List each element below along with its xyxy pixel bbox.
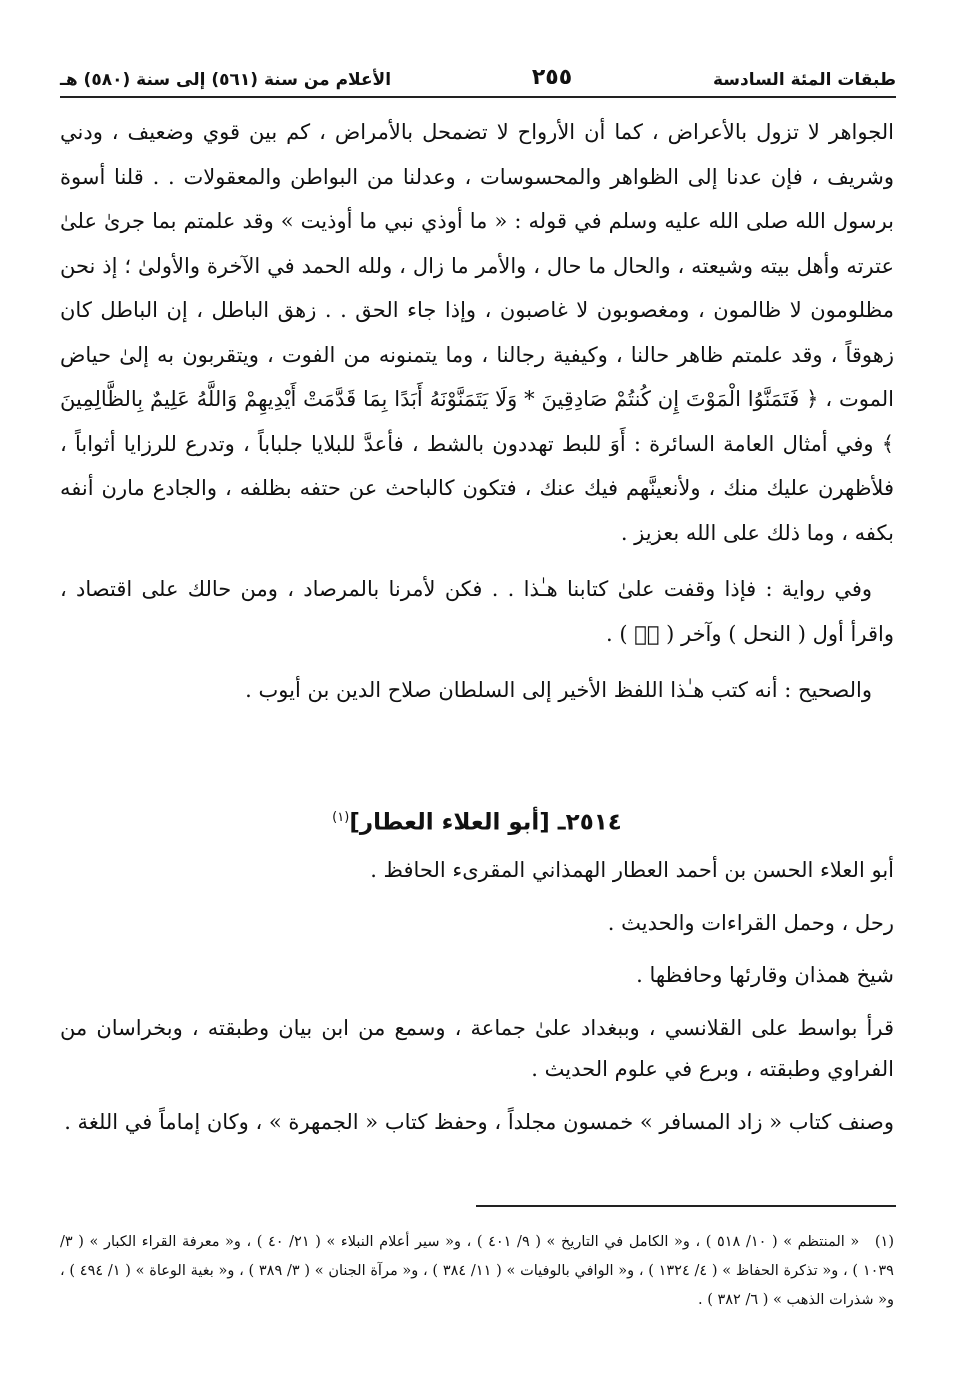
entry-heading <box>60 798 894 843</box>
footnote-rule <box>476 1205 896 1207</box>
footnote-text: « المنتظم » ( ١٠/ ٥١٨ ) ، و« الكامل في التاريخ » ( ٩/ ٤٠١ ) ، و« سير أعلام النبلاء » ( ٢١/ ٤٠ ) ، و« معرفة القراء الكبار » ( ٣/ ١٠٣٩ ) ، و« تذكرة الحفاظ » ( ٤/ ١٣٢٤ ) ، و« الوافي بالوفيات » ( ١١/ ٣٨٤ ) ، و« مرآة الجنان » ( ٣/ ٣٨٩ ) ، و« بغية الوعاة » ( ١/ ٤٩٤ ) ، و« شذرات الذهب » ( ٦/ ٣٨٢ ) . <box>60 1234 894 1308</box>
entry-paragraph-4: قرأ بواسط على القلانسي ، وببغداد علىٰ جماعة ، وسمع من ابن بيان وطبقته ، وبخراسان من الفراوي وطبقته ، وبرع في علوم الحديث . <box>60 1015 894 1081</box>
entry-paragraph-3: شيخ همذان وقارئها وحافظها . <box>636 963 894 987</box>
main-text <box>60 110 894 713</box>
header-period-title: الأعلام من سنة (٥٦١) إلى سنة (٥٨٠) هـ <box>60 70 392 90</box>
footnotes <box>60 1228 894 1315</box>
footnote-reference: (١) <box>332 810 350 825</box>
entry-title: ٢٥١٤ـ [أبو العلاء العطار] <box>349 809 622 836</box>
entry-body <box>60 850 894 1154</box>
body-paragraph-3: والصحيح : أنه كتب هـٰذا اللفظ الأخير إلى السلطان صلاح الدين بن أيوب . <box>245 678 872 702</box>
header-section-title: طبقات المئة السادسة <box>713 70 896 90</box>
footnote-number: (١) <box>874 1234 894 1250</box>
entry-paragraph-5: وصنف كتاب « زاد المسافر » خمسون مجلداً ، وحفظ كتاب « الجمهرة » ، وكان إماماً في اللغة . <box>64 1109 894 1134</box>
header-rule <box>60 96 896 98</box>
body-paragraph-2: وفي رواية : فإذا وقفت علىٰ كتابنا هـٰذا . . فكن لأمرنا بالمرصاد ، ومن حالك على اقتصاد ، واقرأ أول ( النحل ) وآخر ( صۤ ) . <box>60 577 894 646</box>
page-header <box>60 56 896 90</box>
body-paragraph-1: الجواهر لا تزول بالأعراض ، كما أن الأرواح لا تضمحل بالأمراض ، كم بين قوي وضعيف ، ودني وشريف ، فإن عدنا إلى الظواهر والمحسوسات ، وعدلنا من البواطن والمعقولات . . قلنا أسوة برسول الله صلى الله عليه وسلم في قوله : « ما أوذي نبي ما أوذيت » وقد علمتم بما جرىٰ علىٰ عترته وأهل بيته وشيعته ، والحال ما حال ، والأمر ما زال ، ولله الحمد في الآخرة والأولىٰ ؛ إذ نحن مظلومون لا ظالمون ، ومغصوبون لا غاصبون ، وإذا جاء الحق . . زهق الباطل ، إن الباطل كان زهوقاً ، وقد علمتم ظاهر حالنا ، وكيفية رجالنا ، وما يتمنونه من الفوت ، ويتقربون به إلىٰ حياض الموت ، ﴿ فَتَمَنَّوُا الْمَوْتَ إِن كُنتُمْ صَادِقِينَ * وَلَا يَتَمَنَّوْنَهُ أَبَدًا بِمَا قَدَّمَتْ أَيْدِيهِمْ وَاللَّهُ عَلِيمٌ بِالظَّالِمِينَ ﴾ وفي أمثال العامة السائرة : أَوَ للبط تهددون بالشط ، فأعدَّ للبلايا جلباباً ، وتدرع للرزايا أثواباً ، فلأظهرن عليك منك ، ولأنعينَّهم فيك عنك ، فتكون كالباحث عن حتفه بظلفه ، والجادع مارن أنفه بكفه ، وما ذلك على الله بعزيز . <box>60 120 894 545</box>
entry-paragraph-2: رحل ، وحمل القراءات والحديث . <box>607 910 894 935</box>
page-number: ٢٥٥ <box>531 65 573 90</box>
entry-paragraph-1: أبو العلاء الحسن بن أحمد العطار الهمذاني المقرىء الحافظ . <box>370 858 894 882</box>
